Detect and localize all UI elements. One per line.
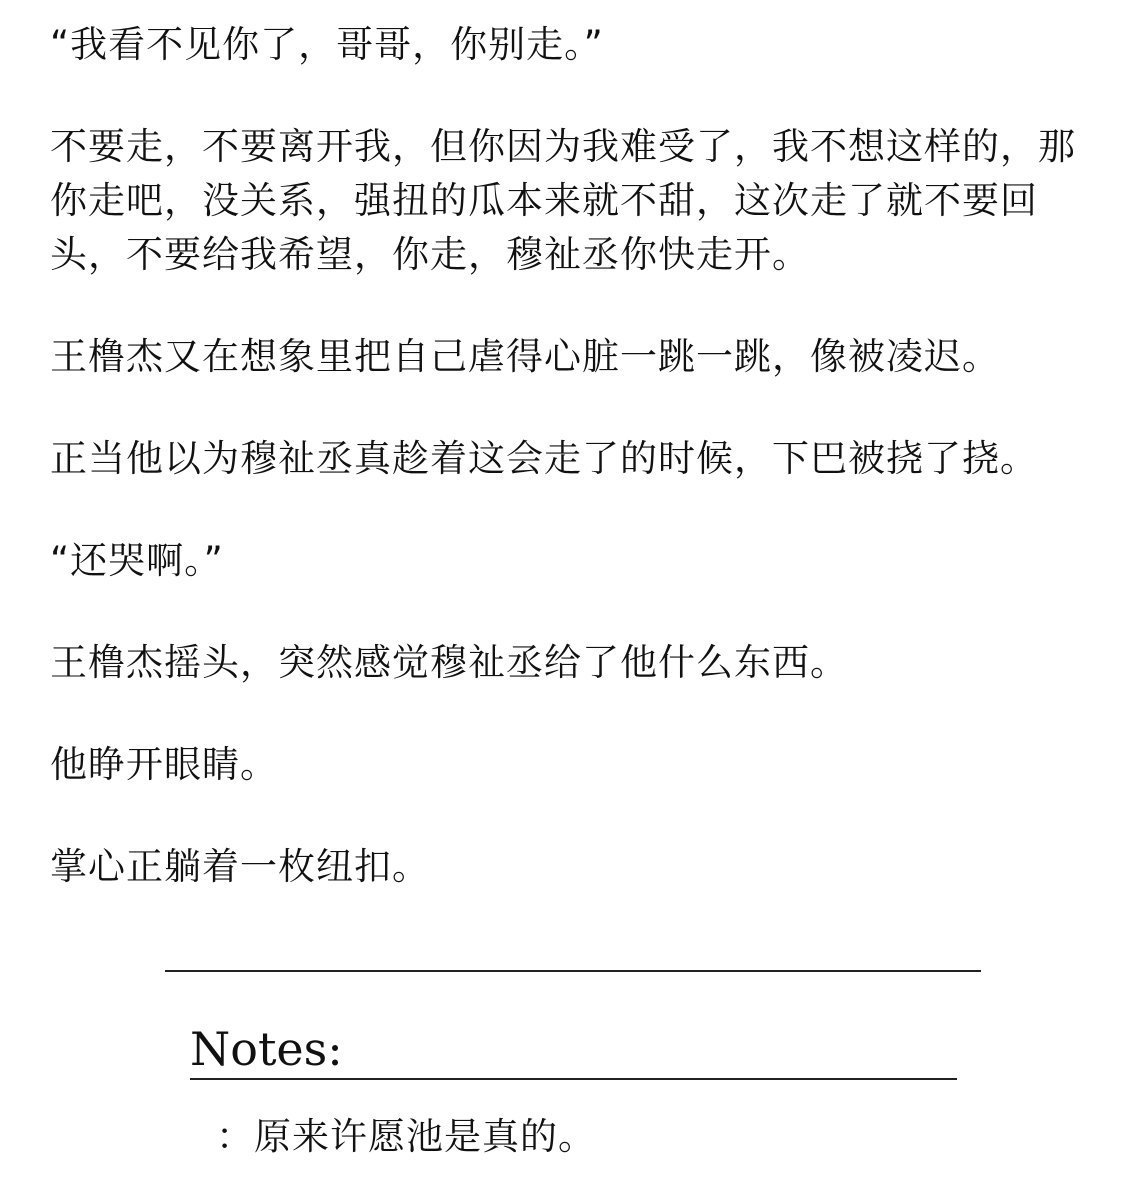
notes-text: ：原来许愿池是真的。 — [216, 1115, 596, 1158]
story-paragraph: 正当他以为穆祉丞真趁着这会走了的时候，下巴被挠了挠。 — [50, 437, 1038, 480]
story-paragraph: “还哭啊。” — [50, 539, 224, 582]
paragraph-gap — [50, 72, 1110, 120]
story-paragraph: 掌心正躺着一枚纽扣。 — [50, 845, 430, 888]
story-paragraph: 不要走，不要离开我，但你因为我难受了，我不想这样的，那你走吧，没关系，强扭的瓜本来就不甜，这次走了就不要回头，不要给我希望，你走，穆祉丞你快走开。 — [50, 125, 1076, 276]
paragraph-gap — [50, 588, 1110, 636]
story-text — [50, 18, 1110, 894]
story-paragraph: 王橹杰又在想象里把自己虐得心脏一跳一跳，像被凌迟。 — [50, 335, 1000, 378]
paragraph-gap — [50, 690, 1110, 738]
paragraph-gap — [50, 384, 1110, 432]
story-paragraph: “我看不见你了，哥哥，你别走。” — [50, 23, 604, 66]
paragraph-gap — [50, 486, 1110, 534]
story-paragraph: 王橹杰摇头，突然感觉穆祉丞给了他什么东西。 — [50, 641, 848, 684]
paragraph-gap — [50, 792, 1110, 840]
paragraph-gap — [50, 282, 1110, 330]
section-divider — [165, 970, 981, 972]
notes-heading: Notes: — [190, 1020, 957, 1080]
story-paragraph: 他睁开眼睛。 — [50, 743, 278, 786]
